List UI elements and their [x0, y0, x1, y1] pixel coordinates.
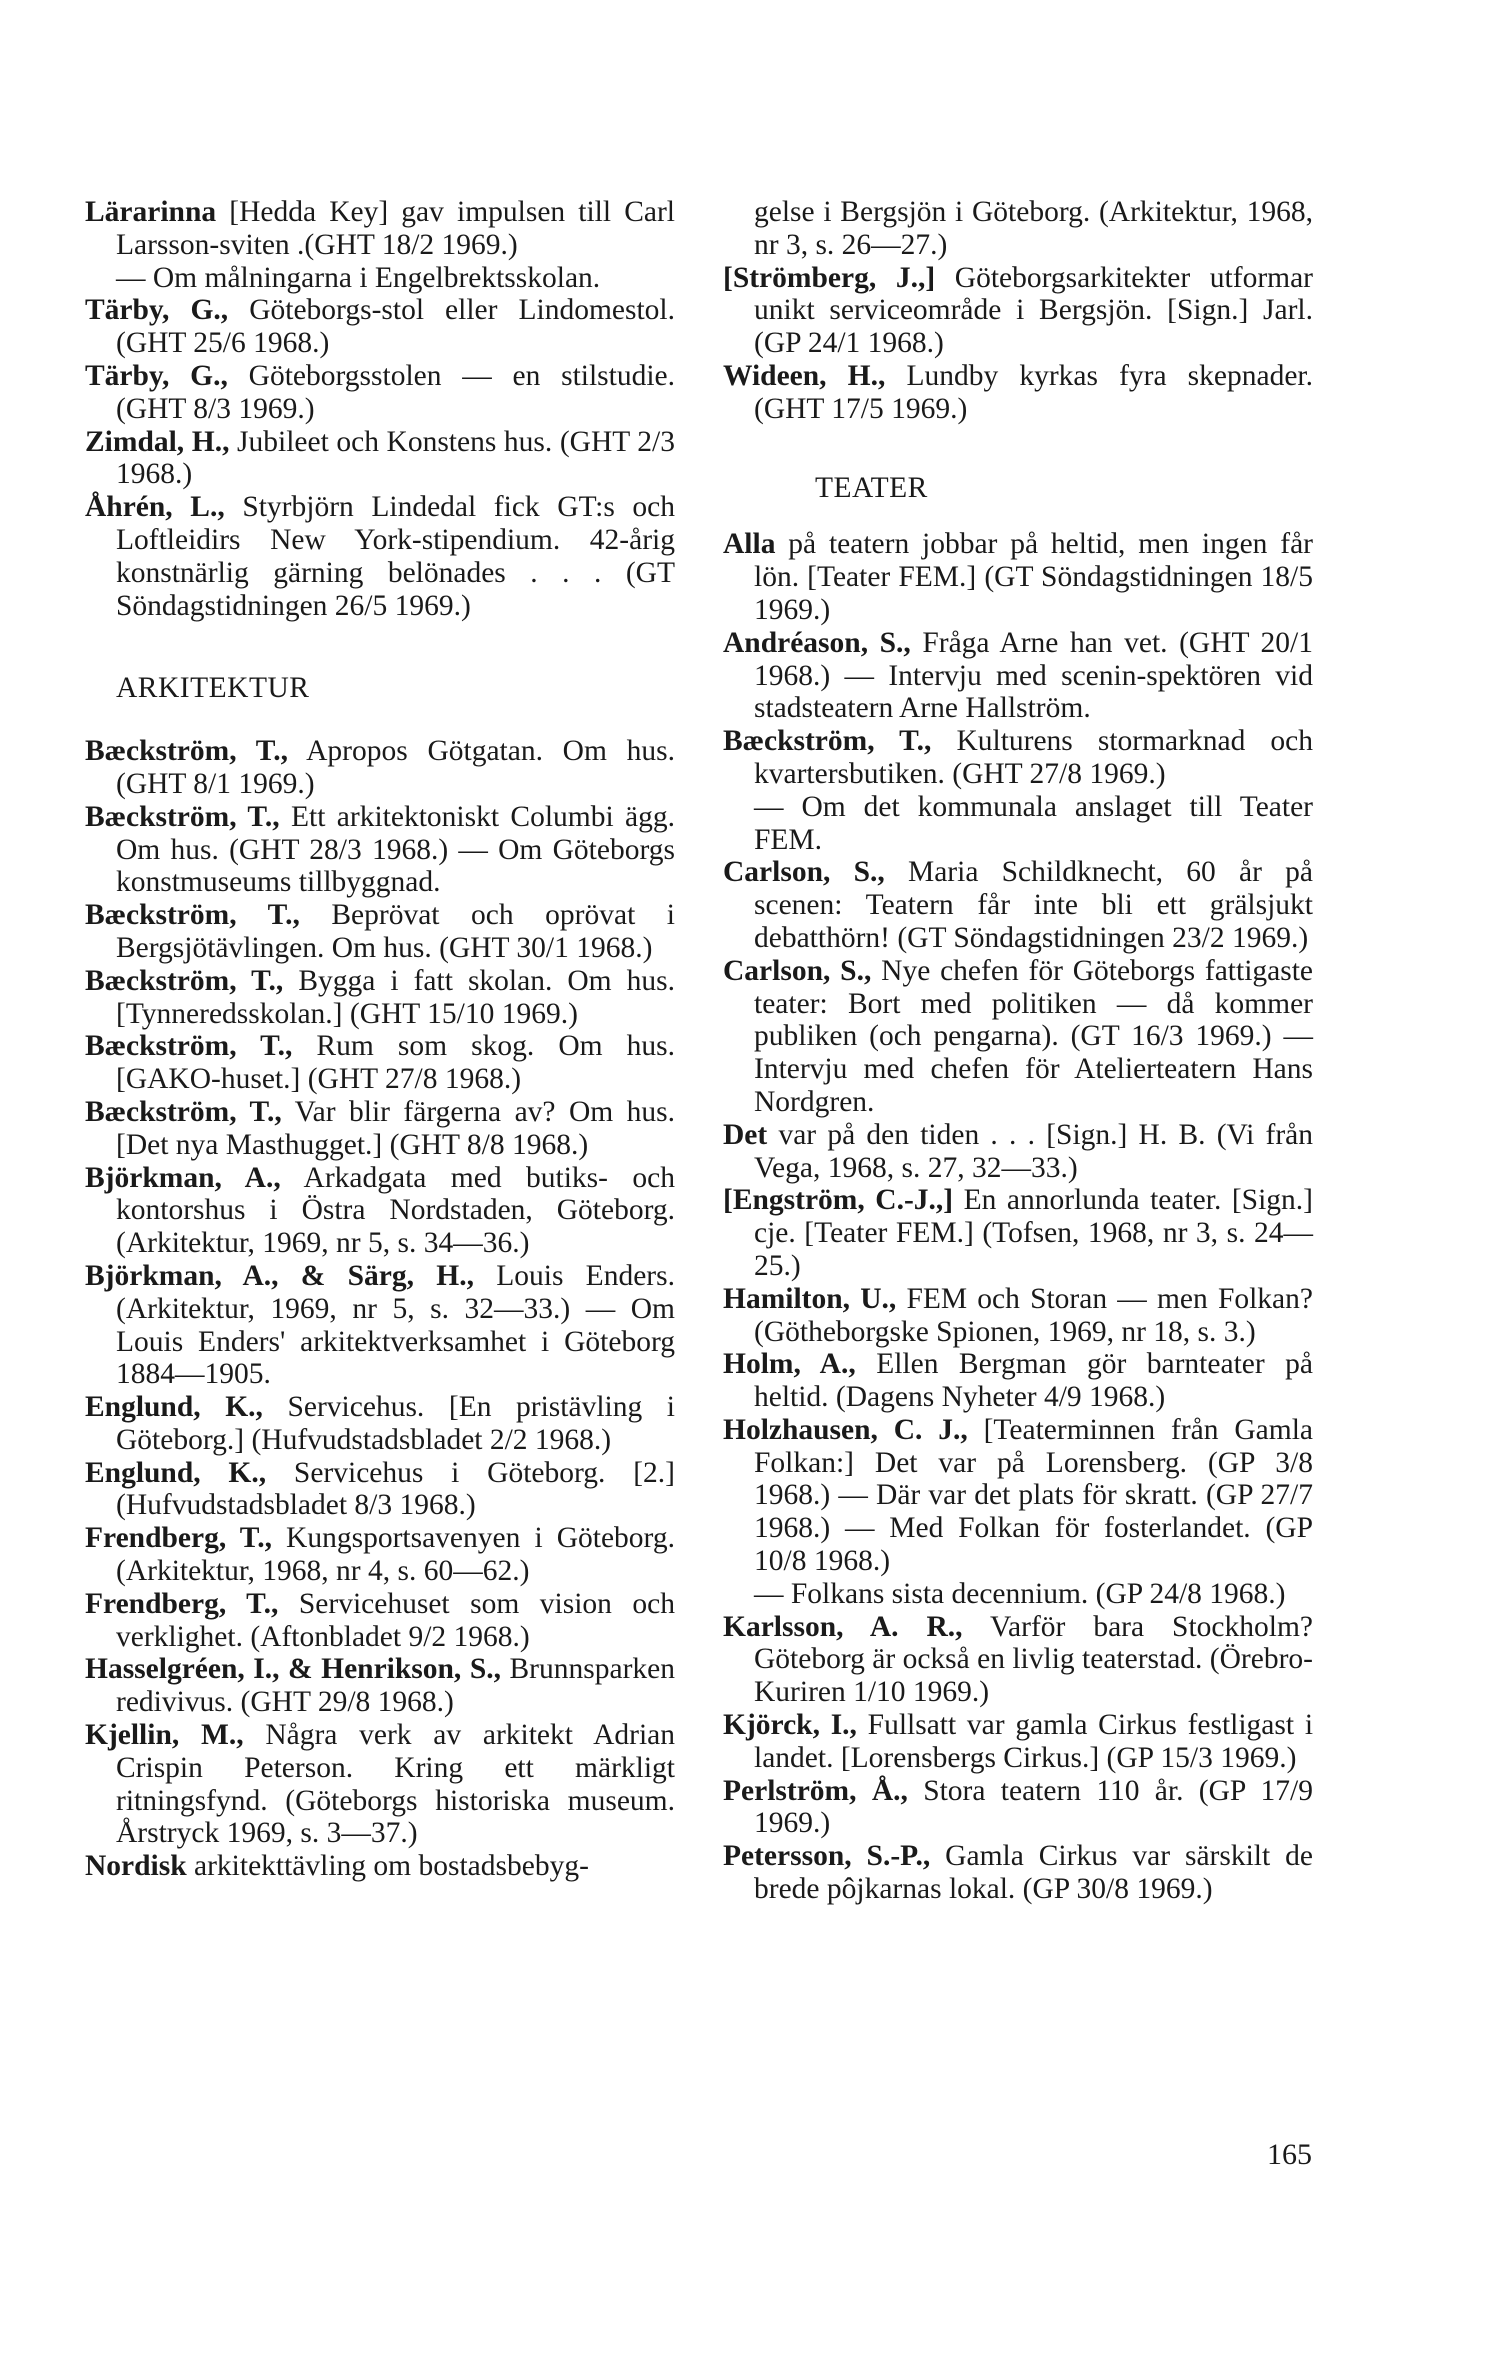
- entry-author: Lärarinna: [85, 196, 217, 228]
- entry-author: Tärby, G.,: [85, 359, 228, 392]
- entry-text: Göteborgsstolen — en stilstudie. (GHT 8/3 1969.): [116, 359, 675, 425]
- entry-author: Björkman, A.,: [85, 1161, 281, 1194]
- bibliography-entry: [723, 1184, 1313, 1282]
- entry-text: Arkadgata med butiks- och kontorshus i Östra Nordstaden, Göteborg. (Arkitektur, 1969, nr 5, s. 34—36.): [116, 1161, 675, 1260]
- bibliography-entry: [85, 1457, 675, 1523]
- entry-author: Perlström, Å.,: [723, 1774, 908, 1807]
- entry-text: Fullsatt var gamla Cirkus festligast i landet. [Lorensbergs Cirkus.] (GP 15/3 1969.): [754, 1709, 1314, 1774]
- bibliography-entry: [85, 426, 675, 492]
- bibliography-entry: [85, 1588, 675, 1654]
- entry-author: Holm, A.,: [723, 1348, 856, 1381]
- bibliography-entry: [85, 1162, 675, 1260]
- bibliography-entry: [85, 1096, 675, 1162]
- entry-text: Nye chefen för Göteborgs fattigaste teater: Bort med politiken — då kommer publiken (och pengarna). (GT 16/3 1969.) — Intervju med chefen för Atelierteatern Hans Nordgren.: [754, 954, 1313, 1118]
- bibliography-entry: [85, 1653, 675, 1719]
- bibliography-entry: [723, 1840, 1313, 1906]
- entry-author: Det: [723, 1118, 768, 1151]
- entry-author: Hamilton, U.,: [723, 1282, 897, 1315]
- bibliography-entry: [85, 1719, 675, 1850]
- bibliography-entry: [85, 1030, 675, 1096]
- entry-author: [Strömberg, J.,]: [723, 261, 936, 294]
- entry-author: Kjörck, I.,: [723, 1709, 857, 1742]
- bibliography-entry: [723, 856, 1313, 954]
- entry-author: Zimdal, H.,: [85, 425, 230, 458]
- entry-text: på teatern jobbar på heltid, men ingen får lön. [Teater FEM.] (GT Söndagstidningen 18/5 1969.): [754, 528, 1313, 626]
- entry-author: Holzhausen, C. J.,: [723, 1413, 968, 1446]
- entry-text: Ett arkitektoniskt Columbi ägg. Om hus. (GHT 28/3 1968.) — Om Göteborgs konstmuseums tillbyggnad.: [116, 800, 675, 899]
- entry-text: [Teaterminnen från Gamla Folkan:] Det var på Lorensberg. (GP 3/8 1968.) — Där var det plats för skratt. (GP 27/7 1968.) — Med Folkan för fosterlandet. (GP 10/8 1968.): [754, 1413, 1313, 1578]
- entry-text: Brunnsparken redivivus. (GHT 29/8 1968.): [116, 1653, 676, 1719]
- entry-author: Bæckström, T.,: [85, 735, 289, 768]
- entry-text: Lundby kyrkas fyra skepnader. (GHT 17/5 1969.): [754, 359, 1313, 425]
- entry-text: Louis Enders. (Arkitektur, 1969, nr 5, s. 32—33.) — Om Louis Enders' arkitektverksamhet i Göteborg 1884—1905.: [116, 1259, 675, 1391]
- entry-author: Andréason, S.,: [723, 626, 911, 659]
- bibliography-entry: [85, 1850, 675, 1883]
- entry-text: Fråga Arne han vet. (GHT 20/1 1968.) — Intervju med scenin-spektören vid stadsteatern Arne Hallström.: [754, 626, 1313, 725]
- bibliography-entry: [85, 294, 675, 360]
- bibliography-entry: [723, 1611, 1313, 1709]
- entry-author: Bæckström, T.,: [85, 899, 300, 932]
- entry-author: Bæckström, T.,: [723, 725, 932, 758]
- entry-author: [Engström, C.-J.,]: [723, 1184, 954, 1217]
- section-heading-teater: TEATER: [815, 471, 928, 504]
- page-number: 165: [1267, 2138, 1312, 2171]
- left-entries-b: [85, 735, 675, 1883]
- entry-text: Var blir färgerna av? Om hus. [Det nya Masthugget.] (GHT 8/8 1968.): [116, 1095, 675, 1161]
- entry-author: Karlsson, A. R.,: [723, 1610, 963, 1643]
- bibliography-entry: [85, 965, 675, 1031]
- left-entries-a: [85, 196, 675, 622]
- bibliography-entry: [723, 1578, 1313, 1611]
- entry-author: Björkman, A., & Särg, H.,: [85, 1259, 474, 1292]
- left-column: [85, 196, 675, 1883]
- bibliography-entry: [723, 196, 1313, 262]
- entry-author: Bæckström, T.,: [85, 800, 280, 833]
- entry-text: — Om det kommunala anslaget till Teater FEM.: [754, 790, 1313, 856]
- entry-author: Kjellin, M.,: [85, 1719, 244, 1752]
- entry-author: Tärby, G.,: [85, 294, 229, 327]
- entry-author: Bæckström, T.,: [85, 1030, 293, 1063]
- entry-text: Servicehus i Göteborg. [2.] (Hufvudstadsbladet 8/3 1968.): [116, 1456, 675, 1522]
- bibliography-entry: [85, 1522, 675, 1588]
- entry-text: Gamla Cirkus var särskilt de brede pôjkarnas lokal. (GP 30/8 1969.): [754, 1840, 1313, 1906]
- entry-text: Göteborgsarkitekter utformar unikt serviceområde i Bergsjön. [Sign.] Jarl. (GP 24/1 1968.): [754, 261, 1314, 360]
- entry-author: Hasselgréen, I., & Henrikson, S.,: [85, 1653, 501, 1686]
- section-heading-arkitektur: ARKITEKTUR: [116, 672, 310, 705]
- entry-text: Några verk av arkitekt Adrian Crispin Peterson. Kring ett märkligt ritningsfynd. (Göteborgs historiska museum. Årstryck 1969, s. 3—37.): [116, 1719, 676, 1850]
- entry-author: Carlson, S.,: [723, 954, 872, 987]
- entry-author: Carlson, S.,: [723, 856, 885, 889]
- entry-author: Englund, K.,: [85, 1391, 263, 1424]
- entry-text: Styrbjörn Lindedal fick GT:s och Loftleidirs New York-stipendium. 42-årig konstnärlig gärning belönades . . . (GT Söndagstidningen 26/5 1969.): [116, 491, 675, 622]
- entry-text: Jubileet och Konstens hus. (GHT 2/3 1968.): [116, 425, 676, 491]
- bibliography-entry: [723, 627, 1313, 725]
- bibliography-entry: [85, 262, 675, 295]
- bibliography-entry: [85, 735, 675, 801]
- entry-text: Maria Schildknecht, 60 år på scenen: Teatern får inte bli ett grälsjukt debatthörn! (GT Söndagstidningen 23/2 1969.): [754, 856, 1313, 954]
- entry-text: Kungsportsavenyen i Göteborg. (Arkitektur, 1968, nr 4, s. 60—62.): [116, 1522, 675, 1588]
- bibliography-entry: [85, 196, 675, 262]
- entry-text: FEM och Storan — men Folkan? (Götheborgske Spionen, 1969, nr 18, s. 3.): [754, 1282, 1313, 1348]
- entry-author: Englund, K.,: [85, 1456, 267, 1489]
- entry-text: Bygga i fatt skolan. Om hus. [Tynneredsskolan.] (GHT 15/10 1969.): [116, 964, 675, 1030]
- entry-text: Apropos Götgatan. Om hus. (GHT 8/1 1969.): [116, 735, 676, 800]
- bibliography-entry: [85, 1391, 675, 1457]
- entry-text: Stora teatern 110 år. (GP 17/9 1969.): [754, 1774, 1313, 1840]
- entry-author: Petersson, S.-P.,: [723, 1840, 931, 1873]
- entry-text: En annorlunda teater. [Sign.] cje. [Teater FEM.] (Tofsen, 1968, nr 3, s. 24—25.): [754, 1184, 1313, 1282]
- entry-text: Kulturens stormarknad och kvartersbutiken. (GHT 27/8 1969.): [754, 725, 1313, 790]
- bibliography-entry: [85, 1260, 675, 1391]
- bibliography-entry: [85, 360, 675, 426]
- bibliography-entry: [723, 1283, 1313, 1349]
- bibliography-entry: [723, 1775, 1313, 1841]
- entry-author: Bæckström, T.,: [85, 964, 284, 997]
- right-column: [723, 196, 1313, 1906]
- right-entries-a: [723, 196, 1313, 426]
- entry-text: — Om målningarna i Engelbrektsskolan.: [116, 261, 601, 294]
- bibliography-entry: [85, 899, 675, 965]
- bibliography-entry: [85, 801, 675, 899]
- bibliography-entry: [723, 791, 1313, 857]
- entry-text: — Folkans sista decennium. (GP 24/8 1968.): [754, 1577, 1286, 1610]
- bibliography-entry: [723, 955, 1313, 1119]
- entry-text: gelse i Bergsjön i Göteborg. (Arkitektur, 1968, nr 3, s. 26—27.): [754, 196, 1313, 261]
- entry-text: Beprövat och oprövat i Bergsjötävlingen. Om hus. (GHT 30/1 1968.): [116, 899, 676, 964]
- entry-text: Servicehuset som vision och verklighet. (Aftonbladet 9/2 1968.): [116, 1587, 675, 1653]
- entry-author: Frendberg, T.,: [85, 1587, 279, 1620]
- entry-author: Alla: [723, 528, 776, 561]
- entry-author: Frendberg, T.,: [85, 1522, 272, 1555]
- entry-author: Nordisk: [85, 1850, 187, 1883]
- entry-text: Rum som skog. Om hus. [GAKO-huset.] (GHT 27/8 1968.): [116, 1030, 675, 1096]
- bibliography-entry: [723, 360, 1313, 426]
- entry-text: Ellen Bergman gör barnteater på heltid. (Dagens Nyheter 4/9 1968.): [754, 1348, 1313, 1414]
- bibliography-entry: [723, 1119, 1313, 1185]
- entry-text: [Hedda Key] gav impulsen till Carl Larsson-sviten .(GHT 18/2 1969.): [116, 196, 675, 261]
- entry-text: Servicehus. [En pristävling i Göteborg.] (Hufvudstadsbladet 2/2 1968.): [116, 1391, 675, 1456]
- entry-text: var på den tiden . . . [Sign.] H. B. (Vi från Vega, 1968, s. 27, 32—33.): [754, 1118, 1313, 1184]
- right-entries-b: [723, 528, 1313, 1905]
- bibliography-entry: [723, 528, 1313, 626]
- bibliography-entry: [723, 1709, 1313, 1775]
- bibliography-entry: [723, 1414, 1313, 1578]
- bibliography-entry: [723, 1348, 1313, 1414]
- entry-text: arkitekttävling om bostadsbebyg-: [186, 1850, 589, 1883]
- entry-author: Wideen, H.,: [723, 359, 886, 392]
- bibliography-entry: [723, 725, 1313, 791]
- entry-author: Bæckström, T.,: [85, 1095, 282, 1128]
- bibliography-entry: [723, 262, 1313, 360]
- bibliography-entry: [85, 491, 675, 622]
- entry-text: Varför bara Stockholm? Göteborg är också en livlig teaterstad. (Örebro-Kuriren 1/10 1969.): [754, 1610, 1313, 1709]
- entry-text: Göteborgs-stol eller Lindomestol. (GHT 25/6 1968.): [116, 294, 676, 360]
- entry-author: Åhrén, L.,: [85, 491, 225, 524]
